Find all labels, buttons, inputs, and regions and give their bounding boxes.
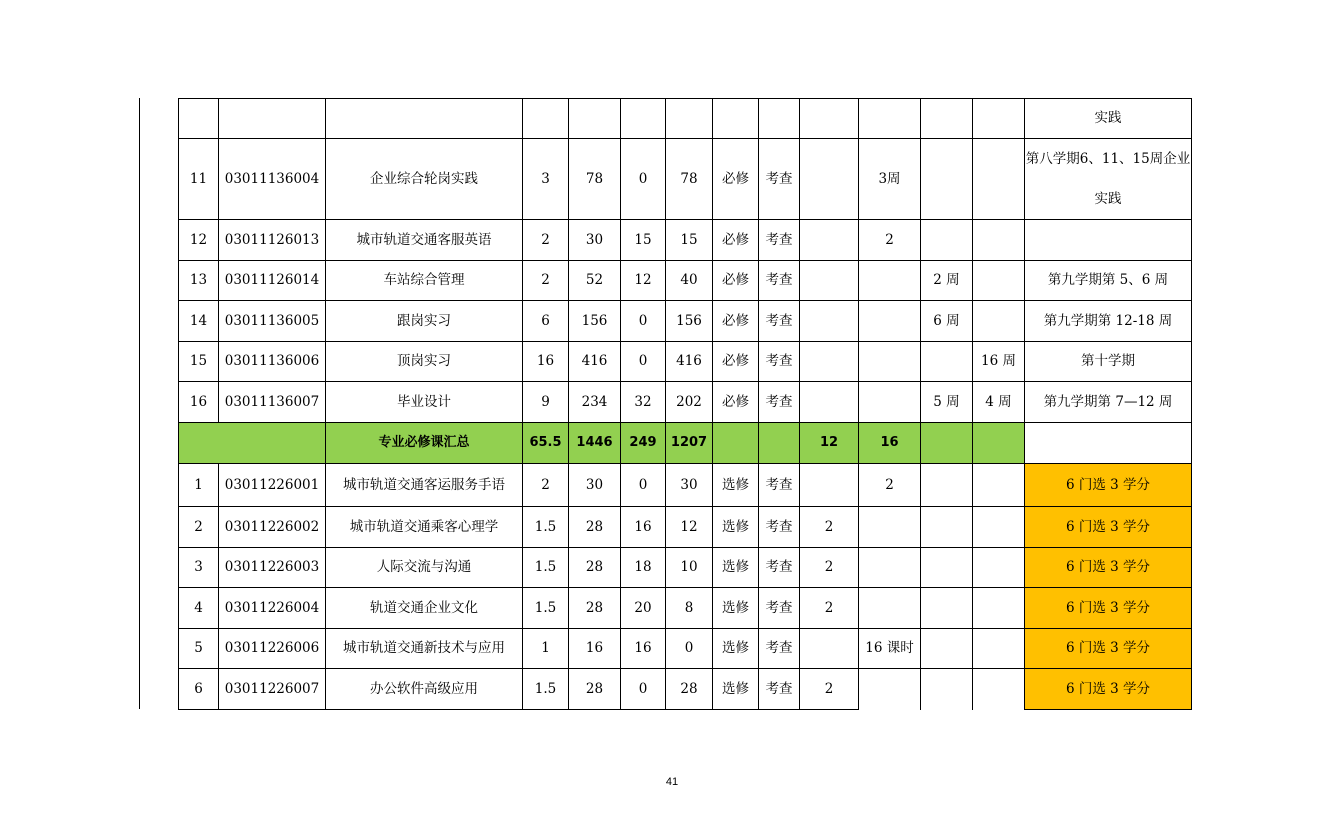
cell-no: 11 <box>179 139 219 220</box>
summary-row <box>179 423 1192 464</box>
cell-type: 选修 <box>713 669 759 710</box>
cell-s10 <box>973 507 1025 548</box>
cell-credits: 1.5 <box>523 548 569 588</box>
cell-s7: 2 <box>800 669 859 710</box>
cell-s10: 4 周 <box>973 382 1025 423</box>
cell-s8 <box>859 507 921 548</box>
cell-total-hours: 416 <box>569 342 621 382</box>
cell-code: 03011226007 <box>219 669 326 710</box>
cell-code: 03011136007 <box>219 382 326 423</box>
cell-type: 选修 <box>713 548 759 588</box>
table-row <box>179 669 1192 710</box>
cell-theory-hours: 32 <box>621 382 666 423</box>
cell-code: 03011136006 <box>219 342 326 382</box>
cell-type: 必修 <box>713 139 759 220</box>
cell-code: 03011126014 <box>219 261 326 301</box>
table-row-fragment <box>179 99 1192 139</box>
cell-credits: 6 <box>523 301 569 342</box>
cell-type <box>713 423 759 464</box>
cell-assessment: 考查 <box>759 629 800 669</box>
cell-s8 <box>859 382 921 423</box>
cell-s7 <box>800 342 859 382</box>
cell-credits: 2 <box>523 220 569 261</box>
cell-s8 <box>859 261 921 301</box>
cell-note: 实践 <box>1025 99 1192 139</box>
cell-practice-hours: 156 <box>666 301 713 342</box>
cell-total-hours: 28 <box>569 548 621 588</box>
course-plan-table <box>178 98 1192 710</box>
cell-s9 <box>921 99 973 139</box>
cell-practice-hours: 15 <box>666 220 713 261</box>
cell-assessment <box>759 423 800 464</box>
cell-note <box>1025 220 1192 261</box>
cell-s7 <box>800 382 859 423</box>
table-row <box>179 301 1192 342</box>
cell-credits: 3 <box>523 139 569 220</box>
cell-s10: 16 周 <box>973 342 1025 382</box>
cell-s8: 2 <box>859 220 921 261</box>
cell-credits: 9 <box>523 382 569 423</box>
cell-s9 <box>921 220 973 261</box>
cell-theory-hours: 12 <box>621 261 666 301</box>
cell-total-hours: 234 <box>569 382 621 423</box>
cell-credits: 65.5 <box>523 423 569 464</box>
cell-no: 2 <box>179 507 219 548</box>
cell-s8: 16 课时 <box>859 629 921 669</box>
table-row <box>179 507 1192 548</box>
cell-name <box>326 99 523 139</box>
cell-theory-hours <box>621 99 666 139</box>
cell-note: 6 门选 3 学分 <box>1025 464 1192 507</box>
cell-name: 轨道交通企业文化 <box>326 588 523 629</box>
cell-note: 第十学期 <box>1025 342 1192 382</box>
cell-assessment: 考查 <box>759 342 800 382</box>
cell-s9 <box>921 669 973 710</box>
cell-s10 <box>973 588 1025 629</box>
cell-s8 <box>859 669 921 710</box>
cell-total-hours: 28 <box>569 507 621 548</box>
cell-theory-hours: 249 <box>621 423 666 464</box>
cell-name: 企业综合轮岗实践 <box>326 139 523 220</box>
cell-total-hours: 16 <box>569 629 621 669</box>
cell-s7 <box>800 220 859 261</box>
cell-credits: 16 <box>523 342 569 382</box>
cell-theory-hours: 0 <box>621 669 666 710</box>
cell-practice-hours: 28 <box>666 669 713 710</box>
cell-assessment: 考查 <box>759 507 800 548</box>
table-row <box>179 261 1192 301</box>
cell-credits: 1.5 <box>523 588 569 629</box>
cell-type: 选修 <box>713 464 759 507</box>
cell-note: 6 门选 3 学分 <box>1025 629 1192 669</box>
cell-theory-hours: 0 <box>621 342 666 382</box>
cell-credits: 1.5 <box>523 669 569 710</box>
cell-no: 1 <box>179 464 219 507</box>
cell-no: 14 <box>179 301 219 342</box>
cell-note: 6 门选 3 学分 <box>1025 507 1192 548</box>
cell-total-hours: 52 <box>569 261 621 301</box>
cell-s7: 2 <box>800 588 859 629</box>
cell-assessment <box>759 99 800 139</box>
cell-total-hours: 78 <box>569 139 621 220</box>
cell-s10 <box>973 669 1025 710</box>
cell-code: 03011136004 <box>219 139 326 220</box>
cell-s9 <box>921 507 973 548</box>
cell-theory-hours: 16 <box>621 629 666 669</box>
cell-practice-hours: 8 <box>666 588 713 629</box>
cell-total-hours: 28 <box>569 588 621 629</box>
cell-s9 <box>921 423 973 464</box>
cell-type: 选修 <box>713 629 759 669</box>
cell-s9 <box>921 548 973 588</box>
cell-s10 <box>973 220 1025 261</box>
cell-credits: 2 <box>523 464 569 507</box>
cell-s10 <box>973 99 1025 139</box>
cell-s9 <box>921 588 973 629</box>
cell-practice-hours: 10 <box>666 548 713 588</box>
table-row <box>179 139 1192 220</box>
cell-s7 <box>800 301 859 342</box>
cell-code: 03011226004 <box>219 588 326 629</box>
cell-credits: 1 <box>523 629 569 669</box>
page-number: 41 <box>665 776 679 788</box>
cell-assessment: 考查 <box>759 301 800 342</box>
left-border-line <box>139 98 140 709</box>
cell-no: 5 <box>179 629 219 669</box>
cell-total-hours: 1446 <box>569 423 621 464</box>
table-row <box>179 342 1192 382</box>
table-row <box>179 548 1192 588</box>
cell-theory-hours: 20 <box>621 588 666 629</box>
cell-total-hours <box>569 99 621 139</box>
cell-s7 <box>800 629 859 669</box>
cell-type: 必修 <box>713 301 759 342</box>
cell-s9 <box>921 139 973 220</box>
cell-type: 必修 <box>713 220 759 261</box>
cell-s10 <box>973 301 1025 342</box>
cell-note: 6 门选 3 学分 <box>1025 548 1192 588</box>
cell-name: 顶岗实习 <box>326 342 523 382</box>
cell-name: 城市轨道交通新技术与应用 <box>326 629 523 669</box>
cell-s10 <box>973 629 1025 669</box>
cell-name: 城市轨道交通客运服务手语 <box>326 464 523 507</box>
cell-name: 办公软件高级应用 <box>326 669 523 710</box>
cell-name: 毕业设计 <box>326 382 523 423</box>
table-row <box>179 464 1192 507</box>
cell-no: 12 <box>179 220 219 261</box>
cell-s9: 6 周 <box>921 301 973 342</box>
cell-note <box>1025 423 1192 464</box>
cell-type: 必修 <box>713 382 759 423</box>
cell-name: 城市轨道交通客服英语 <box>326 220 523 261</box>
cell-assessment: 考查 <box>759 139 800 220</box>
cell-credits: 1.5 <box>523 507 569 548</box>
cell-theory-hours: 0 <box>621 301 666 342</box>
cell-s7 <box>800 139 859 220</box>
cell-s7 <box>800 99 859 139</box>
cell-practice-hours: 202 <box>666 382 713 423</box>
cell-total-hours: 30 <box>569 464 621 507</box>
cell-practice-hours <box>666 99 713 139</box>
table-row <box>179 220 1192 261</box>
cell-s8 <box>859 342 921 382</box>
cell-theory-hours: 0 <box>621 464 666 507</box>
cell-s10 <box>973 423 1025 464</box>
cell-name: 城市轨道交通乘客心理学 <box>326 507 523 548</box>
cell-s9: 5 周 <box>921 382 973 423</box>
cell-practice-hours: 40 <box>666 261 713 301</box>
cell-theory-hours: 0 <box>621 139 666 220</box>
cell-code: 03011226006 <box>219 629 326 669</box>
cell-practice-hours: 0 <box>666 629 713 669</box>
cell-type: 必修 <box>713 261 759 301</box>
cell-s9 <box>921 342 973 382</box>
cell-s8: 16 <box>859 423 921 464</box>
cell-s7: 2 <box>800 548 859 588</box>
cell-note: 6 门选 3 学分 <box>1025 588 1192 629</box>
cell-s9 <box>921 464 973 507</box>
cell-name: 人际交流与沟通 <box>326 548 523 588</box>
cell-no: 15 <box>179 342 219 382</box>
cell-practice-hours: 1207 <box>666 423 713 464</box>
cell-note: 第九学期第 12-18 周 <box>1025 301 1192 342</box>
cell-note: 第九学期第 5、6 周 <box>1025 261 1192 301</box>
cell-assessment: 考查 <box>759 669 800 710</box>
cell-no <box>179 99 219 139</box>
cell-note: 6 门选 3 学分 <box>1025 669 1192 710</box>
cell-no: 3 <box>179 548 219 588</box>
cell-practice-hours: 30 <box>666 464 713 507</box>
cell-total-hours: 30 <box>569 220 621 261</box>
cell-assessment: 考查 <box>759 464 800 507</box>
cell-assessment: 考查 <box>759 261 800 301</box>
cell-s7 <box>800 261 859 301</box>
cell-s9 <box>921 629 973 669</box>
cell-summary-label: 专业必修课汇总 <box>326 423 523 464</box>
cell-s10 <box>973 261 1025 301</box>
cell-s8 <box>859 548 921 588</box>
cell-type <box>713 99 759 139</box>
cell-credits: 2 <box>523 261 569 301</box>
table-row <box>179 588 1192 629</box>
cell-type: 选修 <box>713 588 759 629</box>
cell-s9: 2 周 <box>921 261 973 301</box>
cell-name: 车站综合管理 <box>326 261 523 301</box>
cell-code: 03011226003 <box>219 548 326 588</box>
cell-s7: 12 <box>800 423 859 464</box>
cell-no: 16 <box>179 382 219 423</box>
cell-assessment: 考查 <box>759 382 800 423</box>
cell-name: 跟岗实习 <box>326 301 523 342</box>
cell-s8 <box>859 301 921 342</box>
cell-code: 03011226002 <box>219 507 326 548</box>
cell-s8: 2 <box>859 464 921 507</box>
cell-s10 <box>973 464 1025 507</box>
cell-s8 <box>859 588 921 629</box>
cell-s8: 3周 <box>859 139 921 220</box>
table-row <box>179 629 1192 669</box>
cell-no: 6 <box>179 669 219 710</box>
cell-s10 <box>973 548 1025 588</box>
cell-total-hours: 156 <box>569 301 621 342</box>
cell-practice-hours: 78 <box>666 139 713 220</box>
cell-s7 <box>800 464 859 507</box>
cell-note: 第九学期第 7—12 周 <box>1025 382 1192 423</box>
cell-s7: 2 <box>800 507 859 548</box>
cell-note: 第八学期6、11、15周企业实践 <box>1025 139 1192 220</box>
cell-code: 03011226001 <box>219 464 326 507</box>
cell-practice-hours: 12 <box>666 507 713 548</box>
cell-credits <box>523 99 569 139</box>
cell-summary-blank <box>179 423 326 464</box>
cell-type: 必修 <box>713 342 759 382</box>
cell-theory-hours: 15 <box>621 220 666 261</box>
cell-assessment: 考查 <box>759 588 800 629</box>
cell-assessment: 考查 <box>759 220 800 261</box>
cell-s10 <box>973 139 1025 220</box>
cell-code: 03011136005 <box>219 301 326 342</box>
cell-total-hours: 28 <box>569 669 621 710</box>
cell-theory-hours: 18 <box>621 548 666 588</box>
cell-no: 13 <box>179 261 219 301</box>
cell-s8 <box>859 99 921 139</box>
cell-no: 4 <box>179 588 219 629</box>
cell-code <box>219 99 326 139</box>
cell-type: 选修 <box>713 507 759 548</box>
cell-theory-hours: 16 <box>621 507 666 548</box>
cell-practice-hours: 416 <box>666 342 713 382</box>
cell-code: 03011126013 <box>219 220 326 261</box>
cell-assessment: 考查 <box>759 548 800 588</box>
table-row <box>179 382 1192 423</box>
